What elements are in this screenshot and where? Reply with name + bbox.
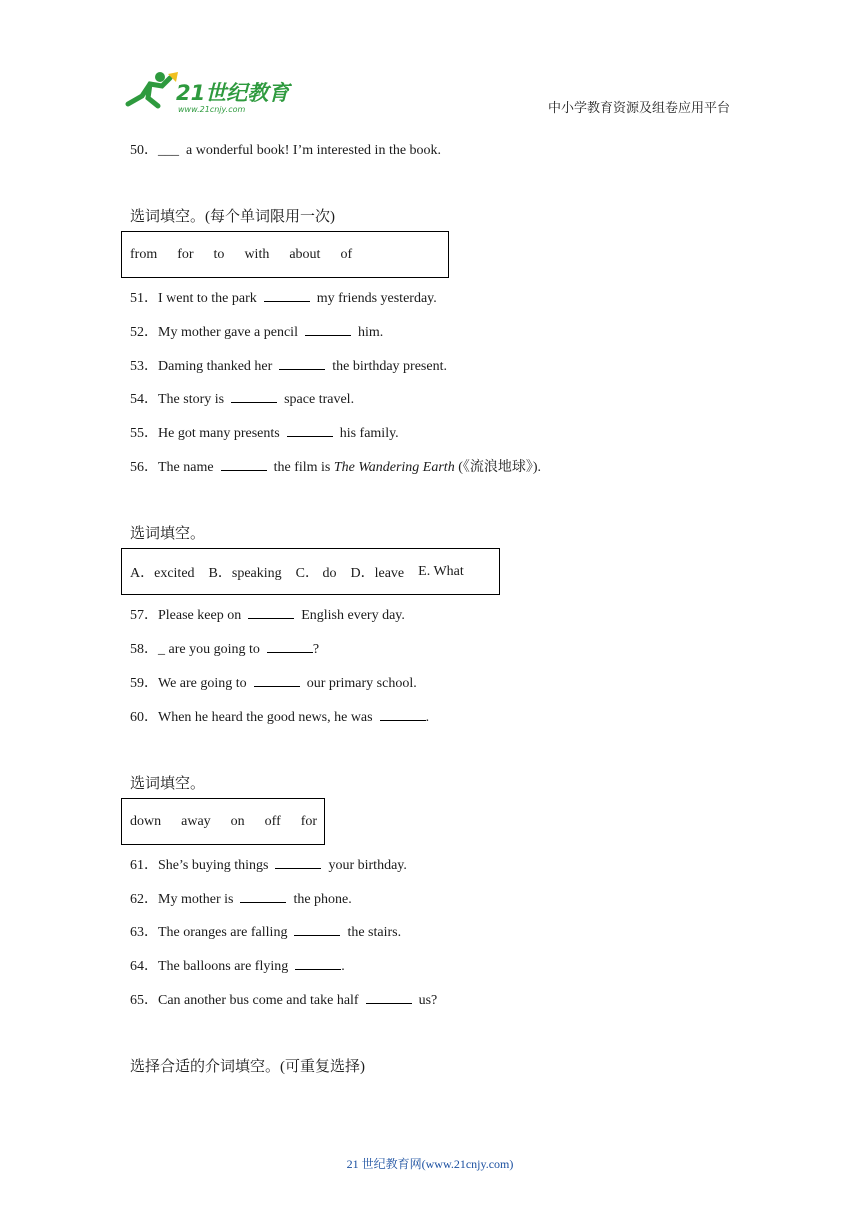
section-title-1: 选词填空。(每个单词限用一次) <box>130 209 335 225</box>
word-box-1: from for to with about of <box>121 231 449 278</box>
question-59: 59．We are going to our primary school. <box>130 676 417 691</box>
question-54: 54．The story is space travel. <box>130 392 355 407</box>
option-box-2: A．excited B．speaking C． do D．leave E. What <box>121 548 500 595</box>
question-51: 51．I went to the park my friends yesterday. <box>130 291 437 306</box>
site-logo <box>122 70 292 116</box>
header-platform-text: 中小学教育资源及组卷应用平台 <box>547 100 730 115</box>
section-title-4: 选择合适的介词填空。(可重复选择) <box>130 1059 365 1075</box>
question-52: 52．My mother gave a pencil him. <box>130 325 384 340</box>
question-61: 61．She’s buying things your birthday. <box>130 858 407 873</box>
svg-text:21世纪教育: 21世纪教育 <box>176 81 290 105</box>
question-62: 62．My mother is the phone. <box>130 892 352 907</box>
question-57: 57．Please keep on English every day. <box>130 608 405 623</box>
section-title-2: 选词填空。 <box>130 526 206 542</box>
question-65: 65．Can another bus come and take half us? <box>130 993 438 1008</box>
word-box-3: down away on off for <box>121 798 325 845</box>
svg-text:www.21cnjy.com: www.21cnjy.com <box>178 105 246 114</box>
question-56: 56．The name the film is The Wandering Earth (《流浪地球》). <box>130 460 542 475</box>
question-60: 60．When he heard the good news, he was . <box>130 710 430 725</box>
footer-site-text: 21 世纪教育网(www.21cnjy.com) <box>346 1157 514 1171</box>
question-58: 58．_ are you going to ? <box>130 642 320 657</box>
runner-logo-icon <box>122 70 292 116</box>
question-63: 63．The oranges are falling the stairs. <box>130 925 402 940</box>
question-50: 50．___ a wonderful book! I’m interested in the book. <box>130 143 442 158</box>
question-53: 53．Daming thanked her the birthday present. <box>130 359 447 374</box>
question-55: 55．He got many presents his family. <box>130 426 399 441</box>
question-64: 64．The balloons are flying . <box>130 959 345 974</box>
section-title-3: 选词填空。 <box>130 776 206 792</box>
